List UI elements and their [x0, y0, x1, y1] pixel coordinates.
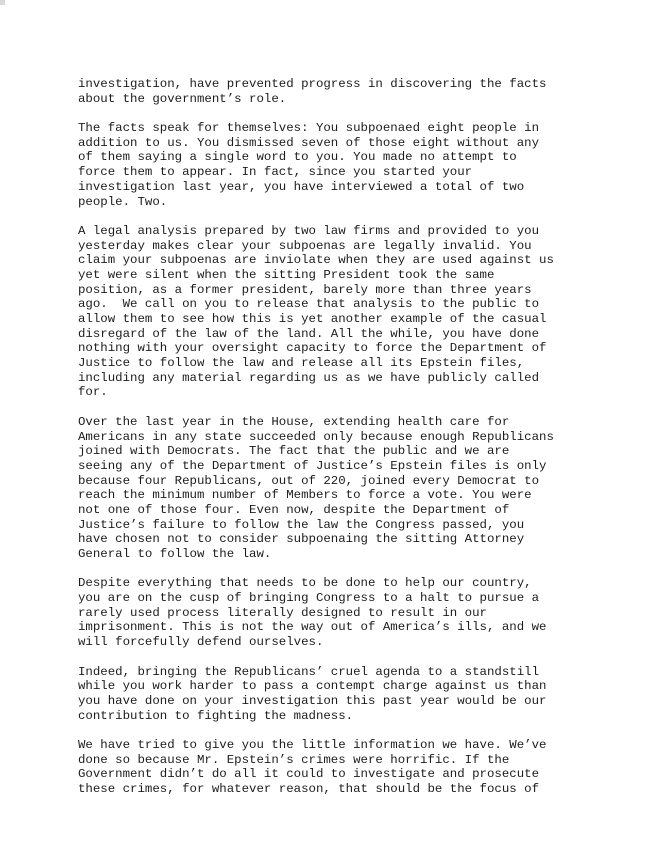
text-line: disregard of the law of the land. All the while, you have done	[78, 326, 540, 341]
text-line: Justice’s failure to follow the law the Congress passed, you	[78, 517, 525, 532]
text-line: position, as a former president, barely more than three years	[78, 282, 532, 297]
text-line: yesterday makes clear your subpoenas are legally invalid. You	[78, 238, 532, 253]
text-line: done so because Mr. Epstein’s crimes were horrific. If the	[78, 752, 510, 767]
text-line: General to follow the law.	[78, 547, 272, 561]
text-line: A legal analysis prepared by two law firms and provided to you	[78, 223, 540, 238]
text-line: these crimes, for whatever reason, that should be the focus of	[78, 782, 540, 796]
text-line: allow them to see how this is yet another example of the casual	[78, 312, 547, 326]
text-line: nothing with your oversight capacity to force the Department of	[78, 341, 547, 356]
text-line: including any material regarding us as we have publicly called	[78, 370, 540, 385]
text-line: you are on the cusp of bringing Congress to a halt to pursue a	[78, 591, 540, 606]
paragraph	[78, 665, 578, 724]
text-line: The facts speak for themselves: You subpoenaed eight people in	[78, 121, 540, 136]
text-line: people. Two.	[78, 194, 168, 209]
text-line: about the government’s role.	[78, 91, 287, 106]
letter-body	[78, 77, 578, 811]
text-line: will forcefully defend ourselves.	[78, 635, 324, 650]
text-line: while you work harder to pass a contempt charge against us than	[78, 679, 547, 694]
paragraph	[78, 738, 578, 797]
text-line: investigation last year, you have interviewed a total of two	[78, 179, 525, 194]
text-line: seeing any of the Department of Justice’s Epstein files is only	[78, 458, 547, 473]
text-line: not one of those four. Even now, despite the Department of	[78, 502, 510, 517]
text-line: Over the last year in the House, extending health care for	[78, 414, 510, 429]
text-line: you have done on your investigation this past year would be our	[78, 693, 547, 708]
text-line: force them to appear. In fact, since you started your	[78, 165, 473, 180]
text-line: ago. We call on you to release that analysis to the public to	[78, 297, 540, 312]
text-line: for.	[78, 385, 108, 400]
text-line: Indeed, bringing the Republicans’ cruel agenda to a standstill	[78, 664, 540, 679]
text-line: Americans in any state succeeded only because enough Republicans	[78, 429, 554, 444]
text-line: yet were silent when the sitting President took the same	[78, 267, 495, 282]
paragraph	[78, 77, 578, 106]
text-line: Justice to follow the law and release all its Epstein files,	[78, 356, 525, 371]
paragraph	[78, 224, 578, 400]
paragraph	[78, 121, 578, 209]
text-line: Government didn’t do all it could to investigate and prosecute	[78, 767, 540, 782]
scan-corner-mark	[0, 0, 5, 5]
text-line: rarely used process literally designed to result in our	[78, 605, 487, 620]
text-line: joined with Democrats. The fact that the public and we are	[78, 444, 510, 459]
text-line: We have tried to give you the little information we have. We’ve	[78, 737, 547, 752]
text-line: addition to us. You dismissed seven of those eight without any	[78, 135, 540, 150]
text-line: reach the minimum number of Members to force a vote. You were	[78, 488, 532, 503]
paragraph	[78, 415, 578, 562]
text-line: claim your subpoenas are inviolate when they are used against us	[78, 253, 554, 268]
text-line: Despite everything that needs to be done to help our country,	[78, 576, 532, 591]
text-line: contribution to fighting the madness.	[78, 708, 354, 723]
text-line: because four Republicans, out of 220, joined every Democrat to	[78, 473, 540, 488]
text-line: imprisonment. This is not the way out of America’s ills, and we	[78, 620, 547, 635]
paragraph	[78, 576, 578, 649]
text-line: have chosen not to consider subpoenaing the sitting Attorney	[78, 532, 525, 547]
text-line: investigation, have prevented progress in discovering the facts	[78, 77, 547, 91]
text-line: of them saying a single word to you. You made no attempt to	[78, 150, 517, 165]
